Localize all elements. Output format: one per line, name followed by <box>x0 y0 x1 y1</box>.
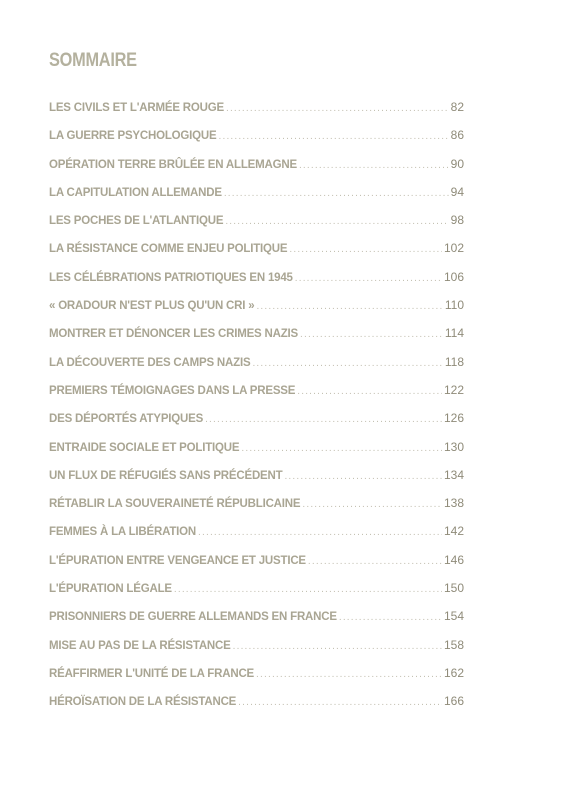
toc-entry-title: ENTRAIDE SOCIALE ET POLITIQUE <box>49 441 240 454</box>
toc-entry[interactable] <box>49 666 464 694</box>
toc-entry[interactable] <box>49 638 464 666</box>
dot-leader <box>241 444 442 454</box>
toc-entry-title: LA DÉCOUVERTE DES CAMPS NAZIS <box>49 356 251 369</box>
dot-leader <box>174 585 442 595</box>
toc-entry[interactable] <box>49 298 464 326</box>
dot-leader <box>219 132 449 142</box>
toc-page-number: 138 <box>443 496 464 511</box>
toc-page-number: 158 <box>443 637 464 652</box>
dot-leader <box>295 274 442 284</box>
dot-leader <box>198 528 442 538</box>
toc-entry-title: PRISONNIERS DE GUERRE ALLEMANDS EN FRANCE <box>49 611 337 624</box>
dot-leader <box>256 670 442 680</box>
toc-entry-title: FEMMES À LA LIBÉRATION <box>49 526 197 539</box>
toc-entry-title: UN FLUX DE RÉFUGIÉS SANS PRÉCÉDENT <box>49 469 283 482</box>
toc-entry-title: LA RÉSISTANCE COMME ENJEU POLITIQUE <box>49 243 288 256</box>
dot-leader <box>238 698 442 708</box>
toc-entry-title: RÉAFFIRMER L'UNITÉ DE LA FRANCE <box>49 667 255 680</box>
dot-leader <box>289 245 442 255</box>
toc-page-number: 126 <box>443 411 464 426</box>
toc-entry[interactable] <box>49 100 464 128</box>
toc-page-number: 154 <box>443 609 464 624</box>
toc-entry-title: OPÉRATION TERRE BRÛLÉE EN ALLEMAGNE <box>49 158 297 171</box>
toc-entry-title: LA CAPITULATION ALLEMANDE <box>49 186 222 199</box>
toc-page-number: 130 <box>443 439 464 454</box>
toc-page-number: 142 <box>443 524 464 539</box>
dot-leader <box>308 557 442 567</box>
dot-leader <box>224 189 449 199</box>
toc-entry[interactable] <box>49 383 464 411</box>
toc-entry-title: L'ÉPURATION LÉGALE <box>49 583 172 596</box>
toc-entry-title: HÉROÏSATION DE LA RÉSISTANCE <box>49 696 237 709</box>
dot-leader <box>205 415 442 425</box>
toc-entry-title: L'ÉPURATION ENTRE VENGEANCE ET JUSTICE <box>49 554 306 567</box>
toc-entry-title: LES CÉLÉBRATIONS PATRIOTIQUES EN 1945 <box>49 271 293 284</box>
dot-leader <box>226 104 449 114</box>
toc-entry[interactable] <box>49 128 464 156</box>
toc-entry[interactable] <box>49 157 464 185</box>
dot-leader <box>252 359 442 369</box>
toc-page-number: 134 <box>443 467 464 482</box>
toc-page-number: 98 <box>450 213 464 228</box>
toc-entry[interactable] <box>49 185 464 213</box>
toc-entry-title: LA GUERRE PSYCHOLOGIQUE <box>49 130 217 143</box>
toc-entry[interactable] <box>49 496 464 524</box>
toc-entry-title: RÉTABLIR LA SOUVERAINETÉ RÉPUBLICAINE <box>49 498 301 511</box>
toc-entry[interactable] <box>49 326 464 354</box>
toc-page-number: 146 <box>443 552 464 567</box>
dot-leader <box>299 161 449 171</box>
toc-entry[interactable] <box>49 411 464 439</box>
toc-page-number: 114 <box>444 326 464 341</box>
toc-entry[interactable] <box>49 241 464 269</box>
page-title: SOMMAIRE <box>49 50 137 71</box>
dot-leader <box>302 500 442 510</box>
toc-entry[interactable] <box>49 609 464 637</box>
toc-page-number: 166 <box>443 694 464 709</box>
toc-page-number: 110 <box>444 298 464 313</box>
toc-page-number: 82 <box>450 100 464 114</box>
toc-page-number: 150 <box>443 581 464 596</box>
toc-page-number: 86 <box>450 128 464 143</box>
toc-entry-title: LES POCHES DE L'ATLANTIQUE <box>49 215 224 228</box>
toc-entry[interactable] <box>49 524 464 552</box>
dot-leader <box>300 330 443 340</box>
toc-entry[interactable] <box>49 581 464 609</box>
dot-leader <box>284 472 442 482</box>
toc-page-number: 102 <box>443 241 464 256</box>
toc-page-number: 118 <box>444 354 464 369</box>
dot-leader <box>256 302 442 312</box>
toc-page-number: 162 <box>443 665 464 680</box>
table-of-contents <box>49 100 464 723</box>
dot-leader <box>233 642 442 652</box>
toc-entry-title: DES DÉPORTÉS ATYPIQUES <box>49 413 204 426</box>
toc-entry-title: « ORADOUR N'EST PLUS QU'UN CRI » <box>49 300 255 313</box>
dot-leader <box>297 387 442 397</box>
toc-entry-title: MISE AU PAS DE LA RÉSISTANCE <box>49 639 231 652</box>
toc-page-number: 106 <box>443 269 464 284</box>
toc-page-number: 122 <box>443 382 464 397</box>
dot-leader <box>225 217 448 227</box>
dot-leader <box>339 613 442 623</box>
toc-page-number: 94 <box>450 184 464 199</box>
toc-entry-title: MONTRER ET DÉNONCER LES CRIMES NAZIS <box>49 328 299 341</box>
toc-entry[interactable] <box>49 694 464 722</box>
toc-entry-title: LES CIVILS ET L'ARMÉE ROUGE <box>49 102 224 114</box>
toc-page-number: 90 <box>450 156 464 171</box>
toc-entry[interactable] <box>49 468 464 496</box>
toc-entry[interactable] <box>49 270 464 298</box>
toc-entry[interactable] <box>49 355 464 383</box>
toc-entry[interactable] <box>49 213 464 241</box>
toc-entry[interactable] <box>49 440 464 468</box>
toc-entry[interactable] <box>49 553 464 581</box>
toc-entry-title: PREMIERS TÉMOIGNAGES DANS LA PRESSE <box>49 384 296 397</box>
